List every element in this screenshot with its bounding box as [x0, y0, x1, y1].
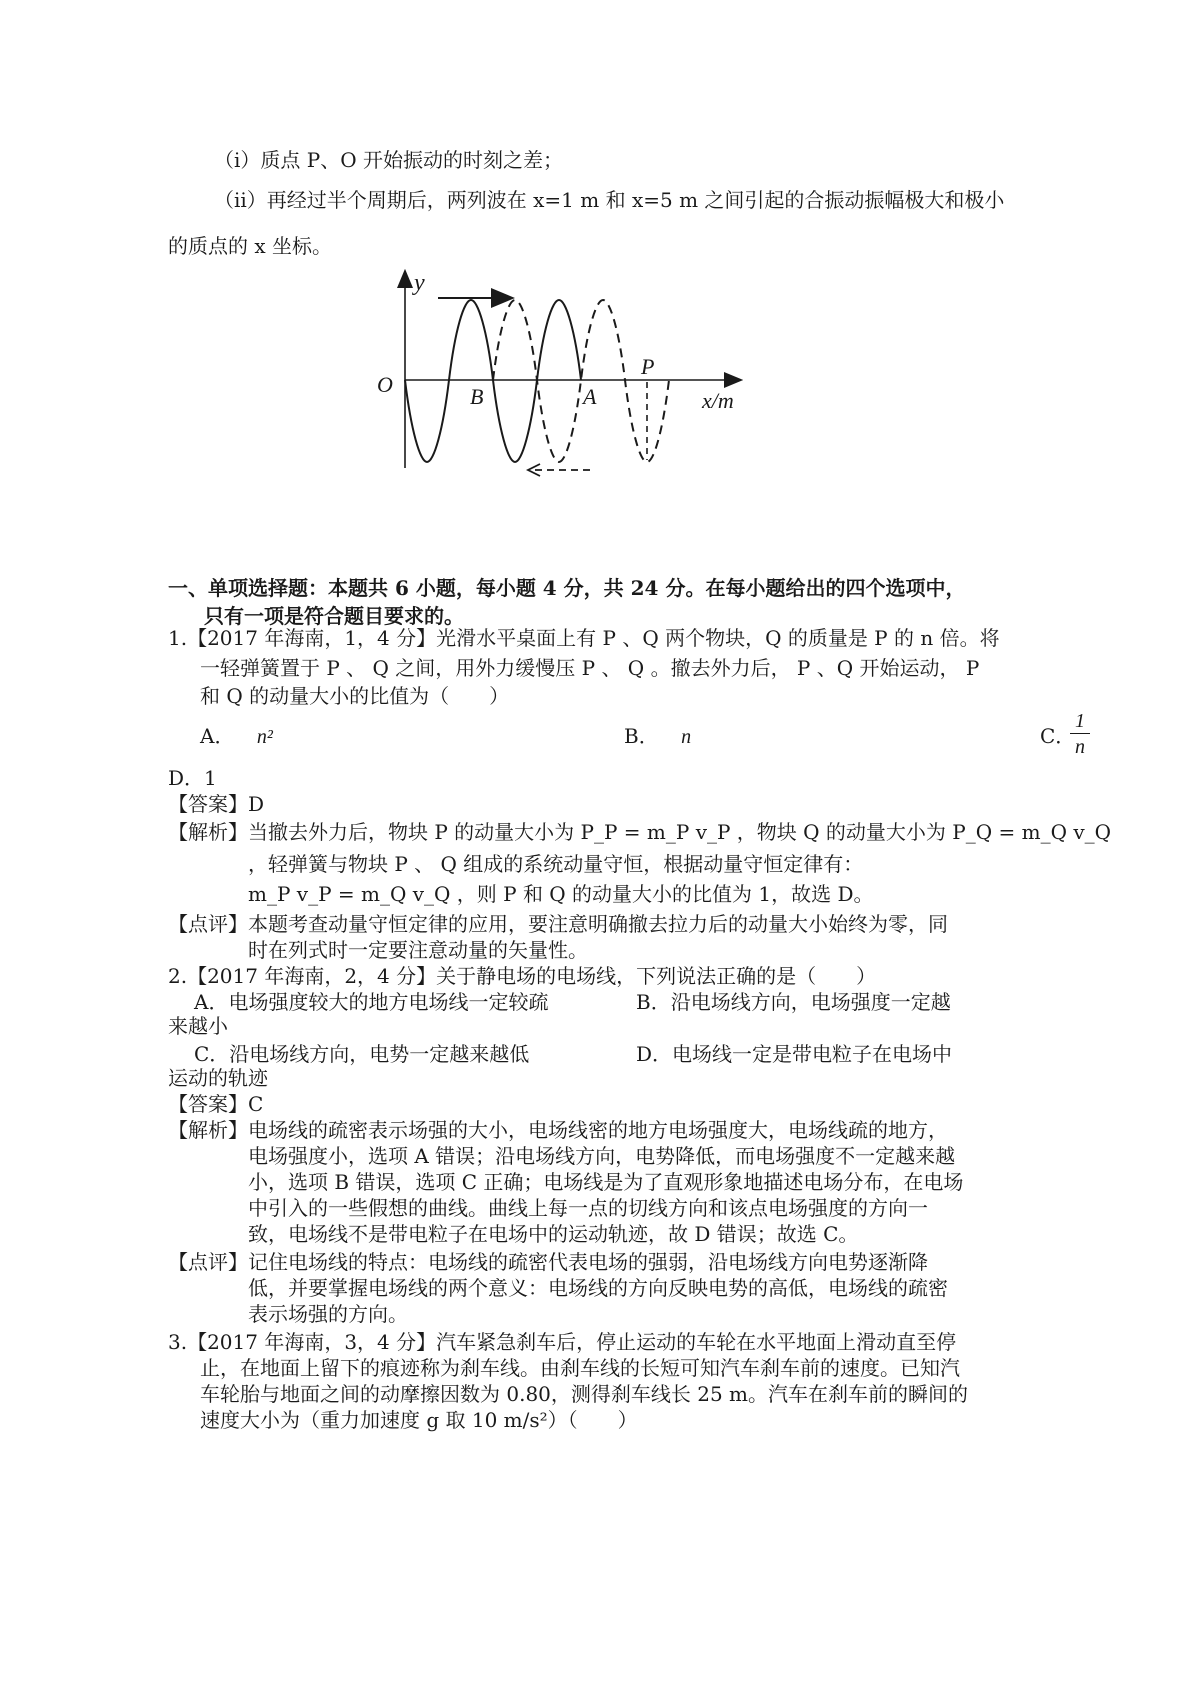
x-axis-label: x/m	[702, 388, 734, 413]
point-b-label: B	[470, 384, 484, 409]
q2-comment-line-3: 表示场强的方向。	[248, 1302, 408, 1326]
q2-comment-tag: 【点评】	[168, 1250, 248, 1274]
q2-option-a: A．电场强度较大的地方电场线一定较疏	[194, 990, 549, 1014]
q2-explanation-line-2: 电场强度小，选项 A 错误；沿电场线方向，电势降低，而电场强度不一定越来越	[248, 1144, 956, 1168]
q2-explanation-line-3: 小，选项 B 错误，选项 C 正确；电场线是为了直观形象地描述电场分布，在电场	[248, 1170, 964, 1194]
q1-option-b	[624, 722, 691, 751]
intro-line-1: （i）质点 P、O 开始振动的时刻之差；	[214, 148, 563, 172]
q2-explanation-tag: 【解析】	[168, 1118, 248, 1142]
section-header-line-2: 只有一项是符合题目要求的。	[204, 604, 464, 628]
q1-comment-line-2: 时在列式时一定要注意动量的矢量性。	[248, 938, 588, 962]
q1-option-a-value: n²	[256, 726, 273, 748]
y-axis-label: y	[414, 270, 425, 296]
q3-stem-line-2: 止，在地面上留下的痕迹称为刹车线。由刹车线的长短可知汽车刹车前的速度。已知汽	[200, 1356, 960, 1380]
q2-explanation-line-4: 中引入的一些假想的曲线。曲线上每一点的切线方向和该点电场强度的方向一	[248, 1196, 928, 1220]
q1-option-c-label: C．	[1040, 724, 1076, 748]
origin-label: O	[377, 372, 393, 397]
q1-option-a-label: A．	[200, 724, 235, 748]
q1-explanation-line-2: ，轻弹簧与物块 P 、 Q 组成的系统动量守恒，根据动量守恒定律有：	[248, 852, 864, 876]
dashed-wave	[493, 300, 669, 462]
q2-comment-line-2: 低，并要掌握电场线的两个意义：电场线的方向反映电势的高低，电场线的疏密	[248, 1276, 948, 1300]
q1-answer: 【答案】D	[168, 792, 265, 816]
q2-option-d: D．电场线一定是带电粒子在电场中	[636, 1042, 953, 1066]
q1-option-a	[200, 722, 273, 751]
intro-line-2: （ii）再经过半个周期后，两列波在 x=1 m 和 x=5 m 之间引起的合振动振幅极大和极小	[214, 188, 1005, 212]
q1-stem-line-1: 1.【2017 年海南，1，4 分】光滑水平桌面上有 P 、Q 两个物块，Q 的质量是 P 的 n 倍。将	[168, 626, 1000, 650]
intro-line-3: 的质点的 x 坐标。	[168, 234, 332, 258]
q1-option-b-value: n	[681, 726, 692, 748]
q2-option-b-continued: 来越小	[168, 1014, 228, 1038]
q2-option-c: C．沿电场线方向，电势一定越来越低	[194, 1042, 530, 1066]
point-p-label: P	[641, 354, 655, 379]
q2-option-b: B．沿电场线方向，电场强度一定越	[636, 990, 951, 1014]
wave-figure	[370, 262, 750, 482]
q1-option-c-denominator: n	[1075, 736, 1085, 758]
q1-comment-line-1: 本题考查动量守恒定律的应用，要注意明确撤去拉力后的动量大小始终为零，同	[248, 912, 948, 936]
q3-stem-line-1: 3.【2017 年海南，3，4 分】汽车紧急刹车后，停止运动的车轮在水平地面上滑动直至停	[168, 1330, 957, 1354]
q2-stem: 2.【2017 年海南，2，4 分】关于静电场的电场线，下列说法正确的是（ ）	[168, 964, 877, 988]
q2-answer: 【答案】C	[168, 1092, 264, 1116]
q1-option-c-numerator: 1	[1075, 710, 1085, 732]
q1-stem-line-2: 一轻弹簧置于 P 、 Q 之间，用外力缓慢压 P 、 Q 。撤去外力后， P 、Q 开始运动， P	[200, 656, 980, 680]
q3-stem-line-4: 速度大小为（重力加速度 g 取 10 m/s²）（ ）	[200, 1408, 638, 1432]
q2-explanation-line-5: 致，电场线不是带电粒子在电场中的运动轨迹，故 D 错误；故选 C。	[248, 1222, 859, 1246]
point-a-label: A	[583, 384, 597, 409]
q2-explanation-line-1: 电场线的疏密表示场强的大小，电场线密的地方电场强度大，电场线疏的地方，	[248, 1118, 948, 1142]
section-header-line-1: 一、单项选择题：本题共 6 小题，每小题 4 分，共 24 分。在每小题给出的四个选项中，	[168, 576, 966, 600]
q1-option-d: D．1	[168, 766, 217, 790]
q1-option-c-fraction	[1070, 710, 1090, 758]
q1-comment-tag: 【点评】	[168, 912, 248, 936]
solid-wave	[405, 300, 581, 462]
q2-option-d-continued: 运动的轨迹	[168, 1066, 268, 1090]
q1-explanation-line-3: m_P v_P = m_Q v_Q ，则 P 和 Q 的动量大小的比值为 1，故选 D。	[248, 882, 874, 906]
q1-explanation-tag: 【解析】	[168, 820, 248, 844]
q1-option-b-label: B．	[624, 724, 659, 748]
q3-stem-line-3: 车轮胎与地面之间的动摩擦因数为 0.80，测得刹车线长 25 m。汽车在刹车前的瞬间的	[200, 1382, 969, 1406]
q1-explanation-line-1: 当撤去外力后，物块 P 的动量大小为 P_P = m_P v_P ，物块 Q 的动量大小为 P_Q = m_Q v_Q	[248, 820, 1112, 844]
q1-stem-line-3: 和 Q 的动量大小的比值为（ ）	[200, 684, 510, 708]
q2-comment-line-1: 记住电场线的特点：电场线的疏密代表电场的强弱，沿电场线方向电势逐渐降	[248, 1250, 928, 1274]
